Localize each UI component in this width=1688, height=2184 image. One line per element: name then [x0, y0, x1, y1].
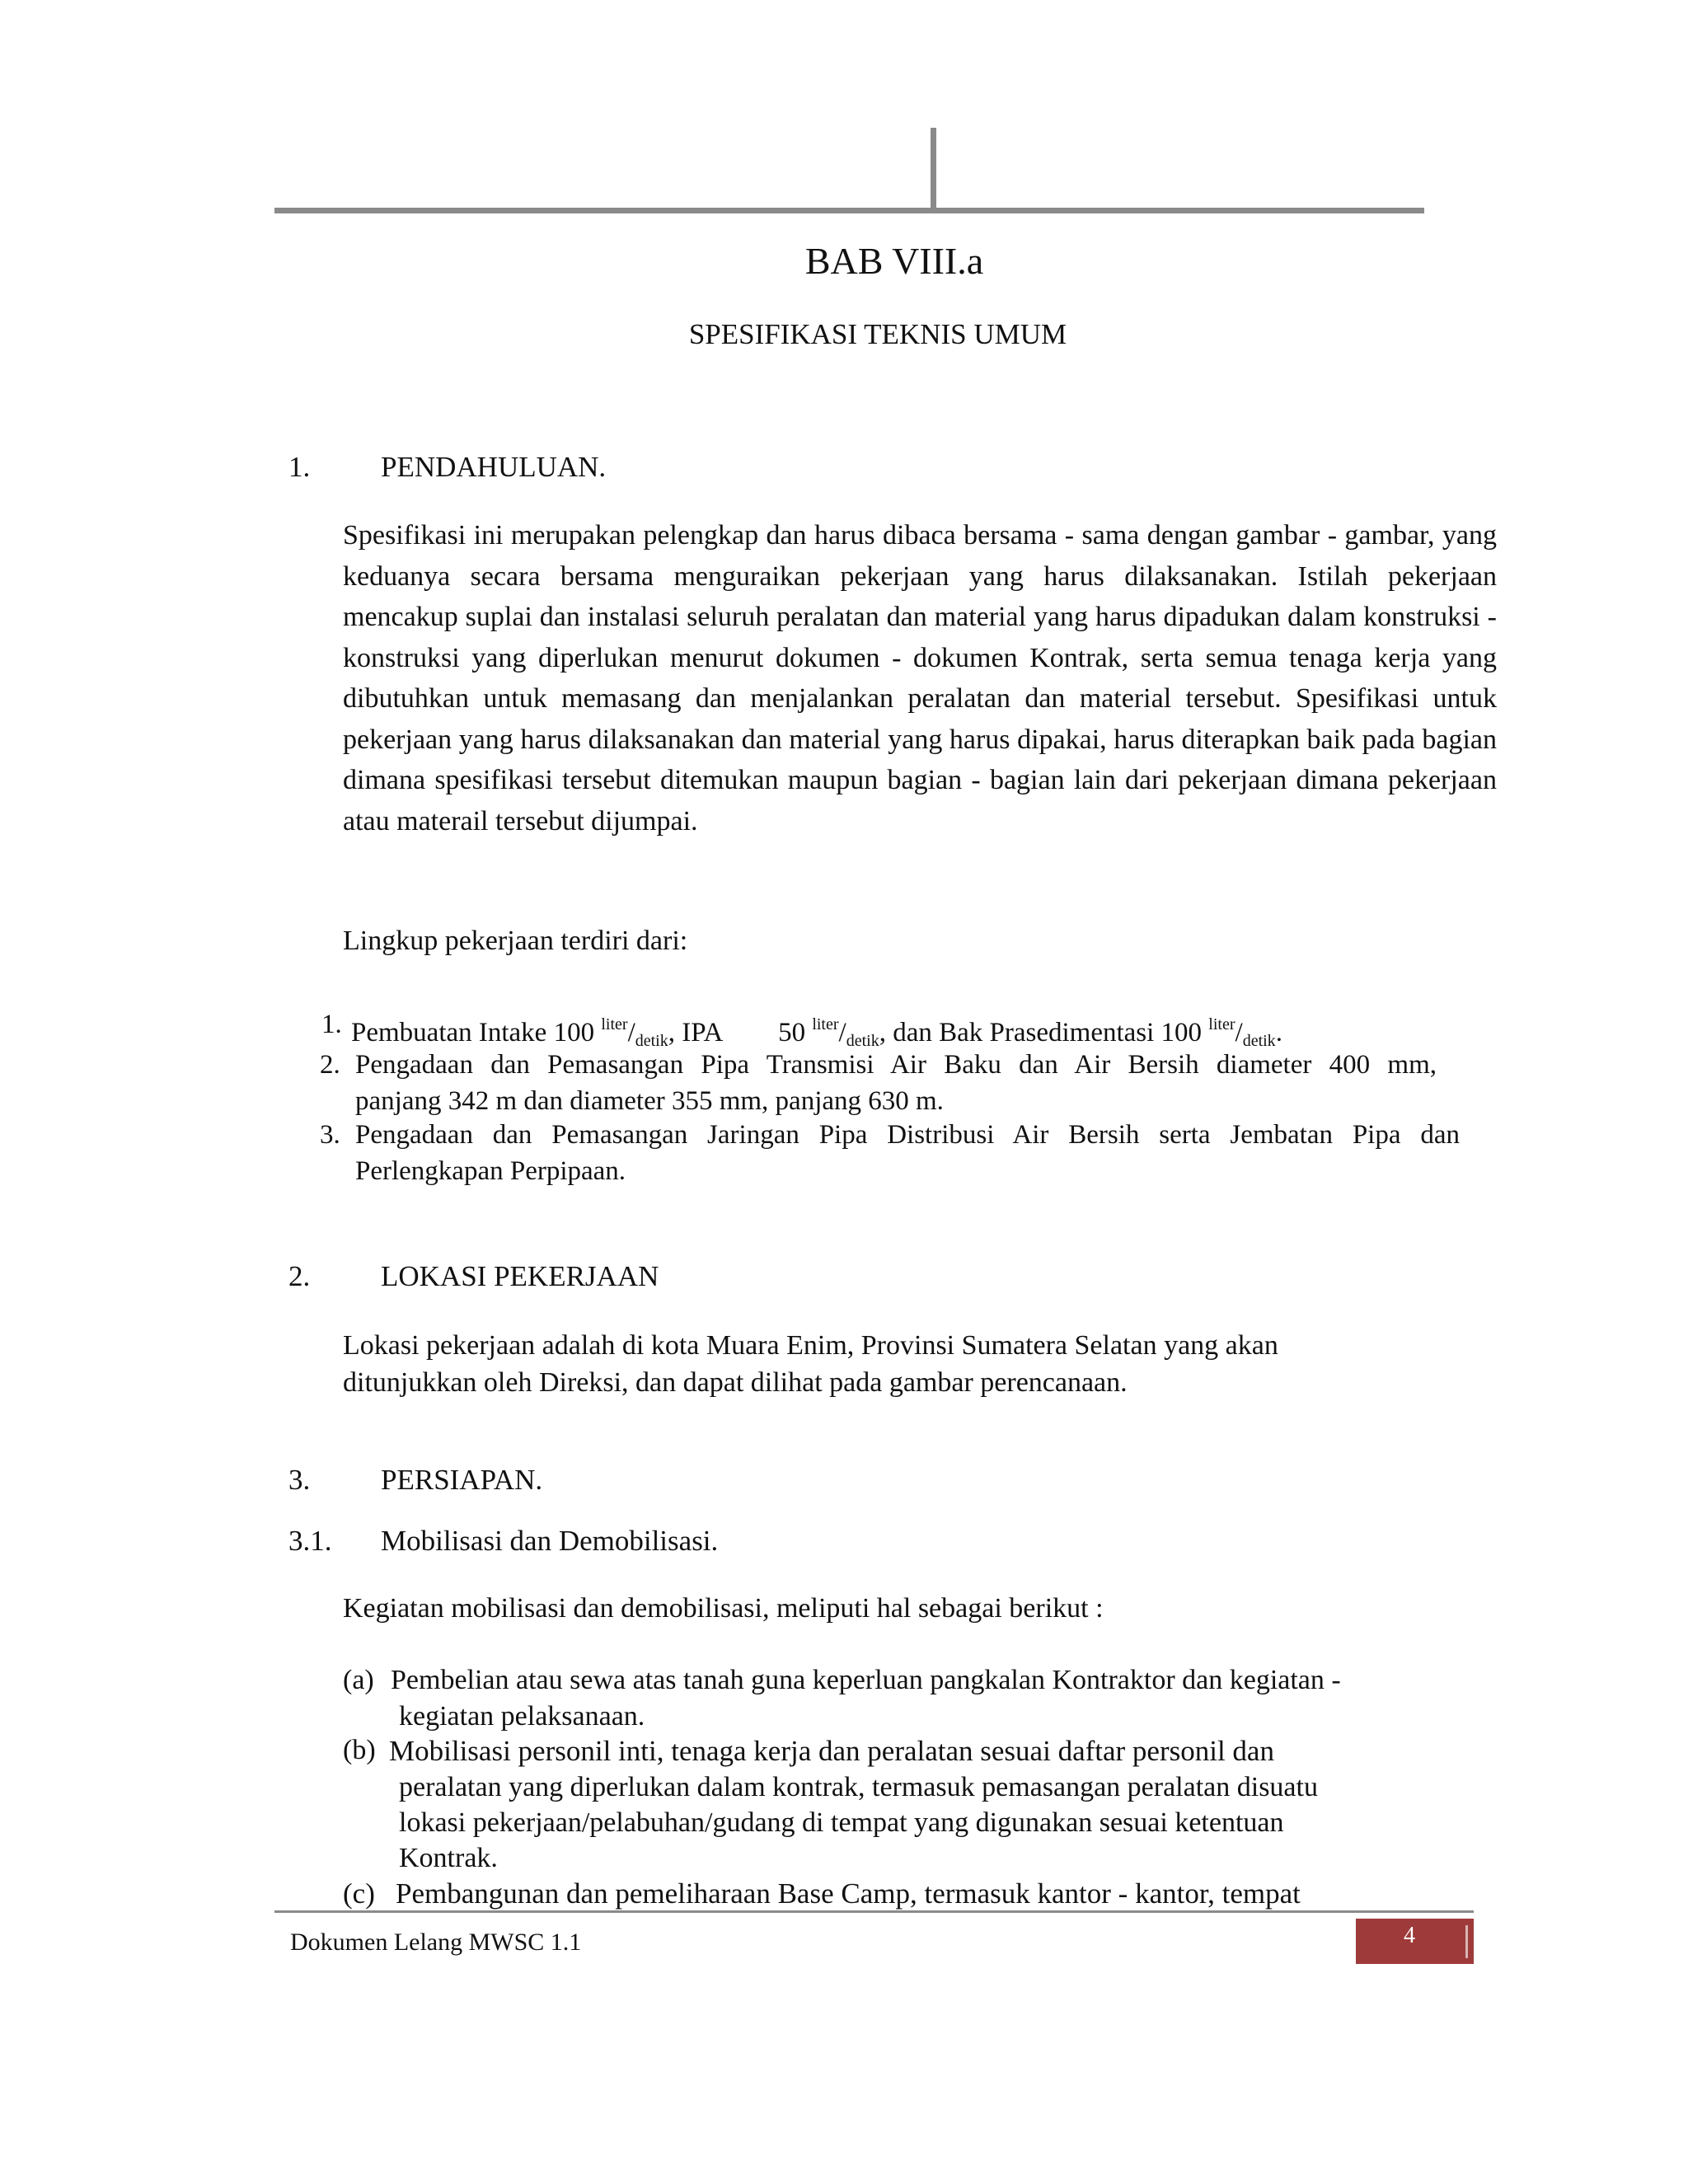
item-b-line-1: Mobilisasi personil inti, tenaga kerja dan peralatan sesuai daftar personil dan	[389, 1735, 1274, 1767]
page-number: 4	[1404, 1923, 1415, 1948]
footer-document-name: Dokumen Lelang MWSC 1.1	[290, 1929, 582, 1956]
scope-item-3-line-2: Perlengkapan Perpipaan.	[355, 1156, 626, 1186]
subsection-3-1-title: Mobilisasi dan Demobilisasi.	[381, 1525, 719, 1557]
section-1-title: PENDAHULUAN.	[381, 451, 607, 483]
chapter-title: BAB VIII.a	[804, 240, 984, 282]
scope-item-2-line-2: panjang 342 m dan diameter 355 mm, panjang 630 m.	[355, 1086, 944, 1116]
scope-item-3-line-1: Pengadaan dan Pemasangan Jaringan Pipa Distribusi Air Bersih serta Jembatan Pipa dan	[355, 1120, 1460, 1150]
scope-item-2-line-1: Pengadaan dan Pemasangan Pipa Transmisi Air Baku dan Air Bersih diameter 400 mm,	[355, 1050, 1437, 1080]
footer-rule	[274, 1910, 1474, 1913]
scope-item-1-number: 1.	[321, 1010, 342, 1039]
section-3-intro: Kegiatan mobilisasi dan demobilisasi, meliputi hal sebagai berikut :	[343, 1593, 1104, 1624]
scope-item-2	[320, 1047, 1498, 1121]
document-title: SPESIFIKASI TEKNIS UMUM	[688, 318, 1067, 350]
item-a-line-2: kegiatan pelaksanaan.	[399, 1701, 645, 1732]
scope-intro: Lingkup pekerjaan terdiri dari:	[343, 926, 688, 956]
header-rule	[274, 208, 1424, 213]
item-a-line-1: Pembelian atau sewa atas tanah guna keperluan pangkalan Kontraktor dan kegiatan -	[391, 1665, 1341, 1695]
section-2-title: LOKASI PEKERJAAN	[381, 1260, 659, 1292]
section-3-number: 3.	[288, 1464, 311, 1496]
section-2-line-2: ditunjukkan oleh Direksi, dan dapat dilihat pada gambar perencanaan.	[343, 1367, 1128, 1398]
item-c-label: (c)	[343, 1877, 375, 1910]
item-b-line-2: peralatan yang diperlukan dalam kontrak, termasuk pemasangan peralatan disuatu	[399, 1772, 1318, 1802]
item-a-label: (a)	[343, 1665, 374, 1695]
scope-item-3-number: 3.	[320, 1120, 340, 1150]
section-1-paragraph	[343, 515, 1497, 841]
section-1-number: 1.	[288, 451, 311, 483]
scope-item-1	[321, 1006, 1475, 1050]
section-2-number: 2.	[288, 1260, 311, 1292]
header-divider-tick	[931, 128, 936, 213]
page-badge-tick	[1465, 1925, 1468, 1958]
section-1-paragraph-text: Spesifikasi ini merupakan pelengkap dan harus dibaca bersama - sama dengan gambar - gambar, yang keduanya secara bersama menguraikan pekerjaan yang harus dilaksanakan. Istilah pekerjaan mencakup suplai dan instalasi seluruh peralatan dan material yang harus dipadukan dalam konstruksi - konstruksi yang diperlukan menurut dokumen - dokumen Kontrak, serta semua tenaga kerja yang dibutuhkan untuk memasang dan menjalankan peralatan dan material tersebut. Spesifikasi untuk pekerjaan yang harus dilaksanakan dan material yang harus dipakai, harus diterapkan baik pada bagian dimana spesifikasi tersebut ditemukan maupun bagian - bagian lain dari pekerjaan dimana pekerjaan atau materail tersebut dijumpai.	[343, 520, 1497, 837]
item-b-line-3: lokasi pekerjaan/pelabuhan/gudang di tempat yang digunakan sesuai ketentuan	[399, 1807, 1284, 1838]
section-3-title: PERSIAPAN.	[381, 1464, 543, 1496]
item-b-line-4: Kontrak.	[399, 1843, 498, 1873]
section-2-line-1: Lokasi pekerjaan adalah di kota Muara Enim, Provinsi Sumatera Selatan yang akan	[343, 1330, 1278, 1361]
item-c-line-1: Pembangunan dan pemeliharaan Base Camp, termasuk kantor - kantor, tempat	[396, 1877, 1301, 1910]
scope-item-1-text: Pembuatan Intake 100 $^{liter}/_{detik}$, IPA 50 $^{liter}/_{detik}$, dan Bak Prasedimentasi 100 $^{liter}/_{detik}$.	[351, 1015, 1282, 1050]
scope-item-2-number: 2.	[320, 1050, 340, 1080]
scope-item-3	[320, 1117, 1498, 1191]
item-b-label: (b)	[343, 1735, 376, 1765]
subsection-3-1-number: 3.1.	[288, 1525, 332, 1557]
